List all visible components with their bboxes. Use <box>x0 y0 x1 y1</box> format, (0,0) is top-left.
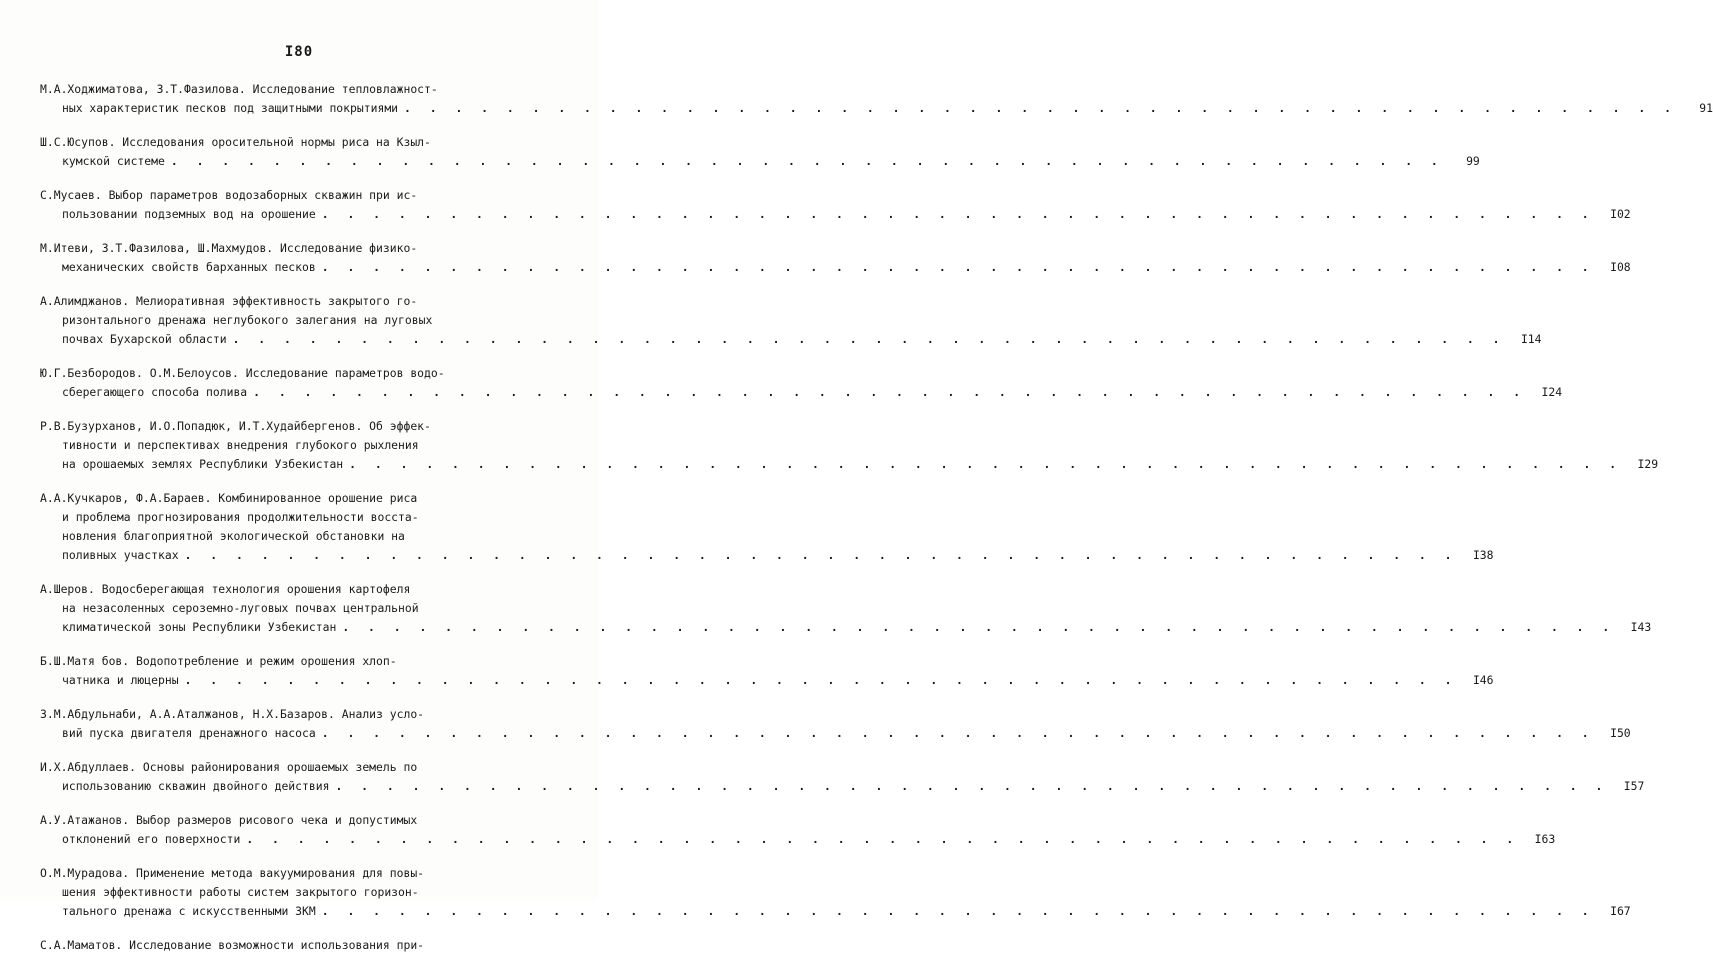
toc-entry-page: I46 <box>1472 673 1494 687</box>
toc-entry-line: механических свойств барханных песков <box>62 260 316 274</box>
dot-leader: . . . . . . . . . . . . . . . . . . . . . . . . . . . . . . . . . . . . . . . . . . . . . . . . . . <box>342 620 1616 634</box>
toc-entry <box>40 652 1494 690</box>
toc-entry-line: А.У.Атажанов. Выбор размеров рисового чека и допустимых <box>40 813 418 827</box>
toc-entry-last-line <box>40 671 1494 690</box>
toc-entry-line: использованию скважин двойного действия <box>62 779 330 793</box>
toc-entry-line: ных характеристик песков под защитными покрытиями <box>62 101 399 115</box>
dot-leader: . . . . . . . . . . . . . . . . . . . . . . . . . . . . . . . . . . . . . . . . . . . . . . . . . . <box>321 904 1595 918</box>
toc-entry-page: I57 <box>1623 779 1645 793</box>
toc-entry <box>40 936 560 955</box>
toc-entry-line: А.А.Кучкаров, Ф.А.Бараев. Комбинированное орошение риса <box>40 491 418 505</box>
toc-entry-page: I29 <box>1637 457 1659 471</box>
toc-entry-line: Б.Ш.Матя бов. Водопотребление и режим орошения хлоп- <box>40 654 397 668</box>
toc-entry <box>40 580 1652 637</box>
toc-entry-page: I14 <box>1520 332 1542 346</box>
toc-entry <box>40 417 1659 474</box>
toc-entry-last-line <box>40 724 1631 743</box>
toc-entry-line: сберегающего способа полива <box>62 385 248 399</box>
dot-leader: . . . . . . . . . . . . . . . . . . . . . . . . . . . . . . . . . . . . . . . . . . . . . . . . . . <box>321 726 1595 740</box>
toc-entry-line: шения эффективности работы систем закрытого горизон- <box>62 885 419 899</box>
toc-entry-last-line <box>40 902 1631 921</box>
dot-leader: . . . . . . . . . . . . . . . . . . . . . . . . . . . . . . . . . . . . . . . . . . . . . . . . . . <box>170 154 1444 168</box>
dot-leader: . . . . . . . . . . . . . . . . . . . . . . . . . . . . . . . . . . . . . . . . . . . . . . . . . . <box>246 832 1520 846</box>
toc-entry-page: I67 <box>1610 904 1631 918</box>
dot-leader: . . . . . . . . . . . . . . . . . . . . . . . . . . . . . . . . . . . . . . . . . . . . . . . . . . <box>335 779 1609 793</box>
toc-entry-line: тивности и перспективах внедрения глубокого рыхления <box>62 438 419 452</box>
toc-entry-line: О.М.Мурадова. Применение метода вакуумирования для повы- <box>40 866 425 880</box>
toc-entry-line: И.Х.Абдуллаев. Основы районирования орошаемых земель по <box>40 760 418 774</box>
toc-entry-line: М.Итеви, З.Т.Фазилова, Ш.Махмудов. Исследование физико- <box>40 241 418 255</box>
toc-entry-line: С.Мусаев. Выбор параметров водозаборных скважин при ис- <box>40 188 418 202</box>
toc-entry-line: климатической зоны Республики Узбекистан <box>62 620 337 634</box>
toc-entry-last-line <box>40 830 1556 849</box>
toc-entry-line: и проблема прогнозирования продолжительности восста- <box>62 510 419 524</box>
toc-entry-last-line <box>40 383 1563 402</box>
toc-entry <box>40 364 1563 402</box>
toc-entry <box>40 705 1631 743</box>
toc-entry-line: отклонений его поверхности <box>62 832 241 846</box>
toc-entry-line: Р.В.Бузурханов, И.О.Попадюк, И.Т.Худайбергенов. Об эффек- <box>40 419 431 433</box>
dot-leader: . . . . . . . . . . . . . . . . . . . . . . . . . . . . . . . . . . . . . . . . . . . . . . . . . . <box>321 260 1595 274</box>
toc-entry-line: пользовании подземных вод на орошение <box>62 207 316 221</box>
toc-entry-line: на незасоленных сероземно-луговых почвах центральной <box>62 601 419 615</box>
toc-entry-line: поливных участках <box>62 548 179 562</box>
toc-entry-last-line <box>40 618 1652 637</box>
toc-entry-line: Ш.С.Юсупов. Исследования оросительной нормы риса на Кзыл- <box>40 135 431 149</box>
toc-entry-line: тального дренажа с искусственными ЗКМ <box>62 904 316 918</box>
toc-entry <box>40 292 1542 349</box>
dot-leader: . . . . . . . . . . . . . . . . . . . . . . . . . . . . . . . . . . . . . . . . . . . . . . . . . . <box>184 673 1458 687</box>
table-of-contents <box>40 80 1713 970</box>
toc-entry-page: I02 <box>1610 207 1631 221</box>
toc-entry-last-line <box>40 152 1480 171</box>
toc-entry-page: I63 <box>1534 832 1556 846</box>
toc-entry <box>40 758 1645 796</box>
toc-entry-page: I50 <box>1610 726 1631 740</box>
toc-entry-line: Ю.Г.Безбородов. О.М.Белоусов. Исследование параметров водо- <box>40 366 445 380</box>
toc-entry-page: I08 <box>1610 260 1631 274</box>
toc-entry <box>40 864 1631 921</box>
dot-leader: . . . . . . . . . . . . . . . . . . . . . . . . . . . . . . . . . . . . . . . . . . . . . . . . . . <box>232 332 1506 346</box>
toc-entry-last-line <box>40 205 1631 224</box>
toc-entry <box>40 80 1713 118</box>
toc-entry-page: 91 <box>1699 101 1713 115</box>
toc-entry-line: на орошаемых землях Республики Узбекистан <box>62 457 344 471</box>
toc-entry-page: 99 <box>1466 154 1480 168</box>
toc-entry-line: А.Шеров. Водосберегающая технология орошения картофеля <box>40 582 411 596</box>
toc-entry <box>40 811 1556 849</box>
toc-entry <box>40 239 1631 277</box>
toc-entry-last-line <box>40 546 1494 565</box>
toc-entry-line: М.А.Ходжиматова, З.Т.Фазилова. Исследование тепловлажност- <box>40 82 438 96</box>
toc-entry-line: почвах Бухарской области <box>62 332 227 346</box>
page-number: I80 <box>284 44 314 60</box>
toc-entry-page: I43 <box>1630 620 1652 634</box>
toc-entry-last-line <box>40 330 1542 349</box>
toc-entry-last-line <box>40 258 1631 277</box>
toc-entry-line: новления благоприятной экологической обстановки на <box>62 529 405 543</box>
toc-entry-line: А.Алимджанов. Мелиоративная эффективность закрытого го- <box>40 294 418 308</box>
toc-entry-line: чатника и люцерны <box>62 673 179 687</box>
toc-entry-line: С.А.Маматов. Исследование возможности использования при- <box>40 938 425 952</box>
toc-entry-page: I38 <box>1472 548 1494 562</box>
dot-leader: . . . . . . . . . . . . . . . . . . . . . . . . . . . . . . . . . . . . . . . . . . . . . . . . . . <box>349 457 1623 471</box>
toc-entry-line: З.М.Абдульнаби, А.А.Аталжанов, Н.Х.Базаров. Анализ усло- <box>40 707 425 721</box>
toc-entry-line: вий пуска двигателя дренажного насоса <box>62 726 316 740</box>
toc-entry <box>40 489 1494 565</box>
toc-entry <box>40 133 1480 171</box>
toc-entry-line: кумской системе <box>62 154 165 168</box>
dot-leader: . . . . . . . . . . . . . . . . . . . . . . . . . . . . . . . . . . . . . . . . . . . . . . . . . . <box>184 548 1458 562</box>
dot-leader: . . . . . . . . . . . . . . . . . . . . . . . . . . . . . . . . . . . . . . . . . . . . . . . . . . <box>253 385 1527 399</box>
toc-entry <box>40 186 1631 224</box>
toc-entry-last-line <box>40 455 1659 474</box>
toc-entry-line: ризонтального дренажа неглубокого залегания на луговых <box>62 313 433 327</box>
toc-entry-page: I24 <box>1541 385 1563 399</box>
toc-entry-last-line <box>40 777 1645 796</box>
toc-entry-last-line <box>40 99 1713 118</box>
dot-leader: . . . . . . . . . . . . . . . . . . . . . . . . . . . . . . . . . . . . . . . . . . . . . . . . . . <box>321 207 1595 221</box>
dot-leader: . . . . . . . . . . . . . . . . . . . . . . . . . . . . . . . . . . . . . . . . . . . . . . . . . . <box>404 101 1677 115</box>
